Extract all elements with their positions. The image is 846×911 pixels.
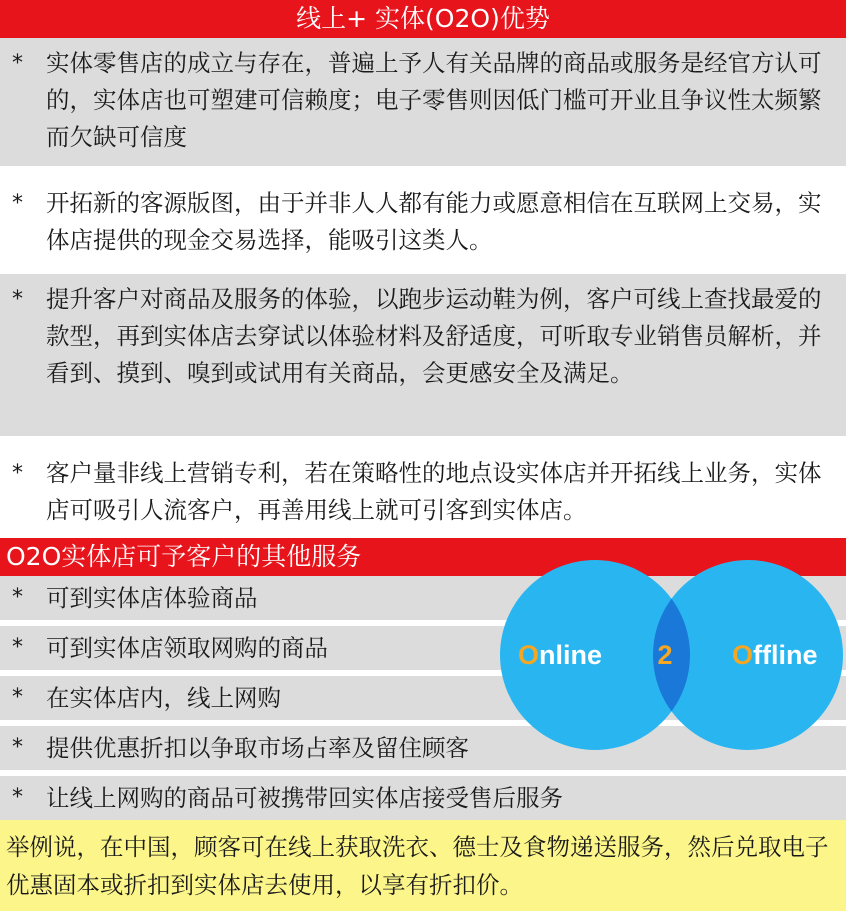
bullet-star: * — [12, 461, 23, 486]
advantage-item — [0, 38, 846, 166]
service-text: 在实体店内，线上网购 — [46, 684, 281, 712]
example-note: 举例说，在中国，顾客可在线上获取洗衣、德士及食物递送服务，然后兑取电子优惠固本或折扣到实体店去使用，以享有折扣价。 — [0, 820, 846, 911]
service-text: 可到实体店体验商品 — [46, 584, 258, 612]
bullet-star: * — [12, 735, 23, 760]
online-label — [518, 640, 602, 670]
online-initial: O — [518, 640, 540, 670]
service-text: 可到实体店领取网购的商品 — [46, 634, 328, 662]
advantage-text: 提升客户对商品及服务的体验，以跑步运动鞋为例，客户可线上查找最爱的款型，再到实体店去穿试以体验材料及舒适度，可听取专业销售员解析，并看到、摸到、嗅到或试用有关商品，会更感安全及满足。 — [46, 285, 822, 387]
bullet-star: * — [12, 585, 23, 610]
offline-initial: O — [732, 640, 754, 670]
center-two: 2 — [657, 640, 673, 670]
online-rest: nline — [539, 640, 603, 670]
advantage-item — [0, 274, 846, 436]
offline-rest: ffline — [753, 640, 818, 670]
service-item — [0, 776, 846, 820]
advantage-text: 客户量非线上营销专利，若在策略性的地点设实体店并开拓线上业务，实体店可吸引人流客户，再善用线上就可引客到实体店。 — [46, 459, 822, 524]
bullet-star: * — [12, 685, 23, 710]
bullet-star: * — [12, 635, 23, 660]
page-title: 线上+ 实体(O2O)优势 — [0, 0, 846, 38]
offline-label — [732, 640, 818, 670]
advantage-item — [0, 448, 846, 532]
advantage-text: 实体零售店的成立与存在，普遍上予人有关品牌的商品或服务是经官方认可的，实体店也可塑建可信赖度；电子零售则因低门槛可开业且争议性太频繁而欠缺可信度 — [46, 49, 822, 151]
services-title: O2O实体店可予客户的其他服务 — [0, 538, 846, 576]
service-text: 让线上网购的商品可被携带回实体店接受售后服务 — [46, 784, 563, 812]
bullet-star: * — [12, 287, 23, 312]
bullet-star: * — [12, 785, 23, 810]
advantage-text: 开拓新的客源版图，由于并非人人都有能力或愿意相信在互联网上交易，实体店提供的现金交易选择，能吸引这类人。 — [46, 189, 822, 254]
advantage-item — [0, 178, 846, 262]
service-text: 提供优惠折扣以争取市场占率及留住顾客 — [46, 734, 469, 762]
online-offline-venn-diagram — [500, 540, 846, 770]
bullet-star: * — [12, 191, 23, 216]
bullet-star: * — [12, 51, 23, 76]
